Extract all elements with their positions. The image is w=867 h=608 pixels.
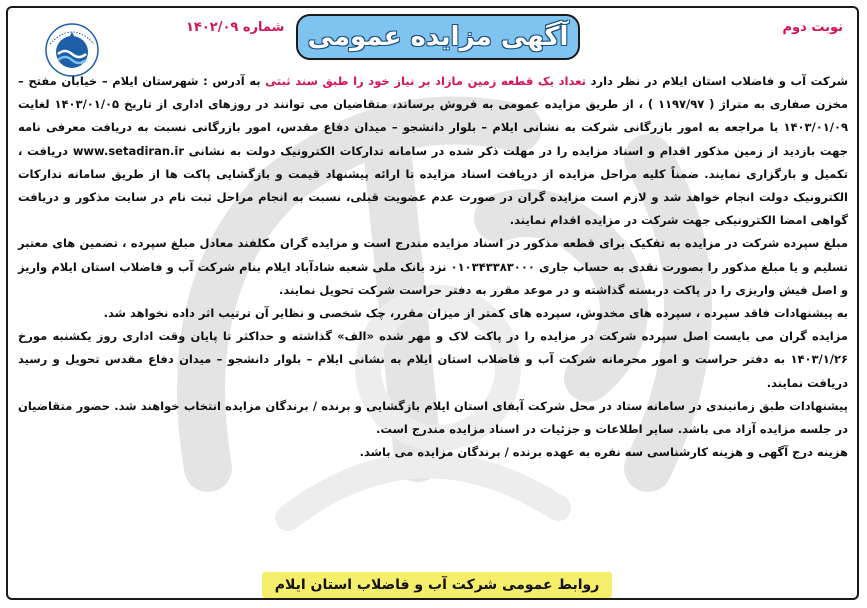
paragraph-4: مزایده گران می بایست اصل سپرده شرکت در مزایده را در پاکت لاک و مهر شده «الف» گذاشته و حداکثر تا پایان وقت اداری روز یکشنبه مورخ ۱۴۰۳/۱/۲۶ به دفتر حراست و امور محرمانه شرکت آب و فاضلاب استان ایلام به نشانی ایلام – بلوار دانشجو – میدان دفاع مقدس تحویل و رسید دریافت نمایند.: [18, 329, 848, 390]
p1-intro: شرکت آب و فاضلاب استان ایلام در نظر دارد: [585, 74, 849, 88]
p1-highlight: تعداد یک قطعه زمین مازاد بر نیاز خود را طبق سند ثبتی: [265, 74, 586, 88]
notice-number: شماره ۱۴۰۲/۰۹: [186, 20, 285, 35]
paragraph-3: به پیشنهادات فاقد سپرده ، سپرده های مخدوش، سپرده های کمتر از میزان مقرر، چک شخصی و نظایر آن ترتیب اثر داده نخواهد شد.: [103, 306, 848, 321]
footer-text: روابط عمومی شرکت آب و فاضلاب استان ایلام: [274, 577, 600, 593]
title-banner: [296, 14, 580, 60]
notice-body: [18, 70, 848, 464]
paragraph-2: مبلغ سپرده شرکت در مزایده به تفکیک برای قطعه مذکور در اسناد مزایده مندرج است و مزایده گران مکلفند معادل مبلغ سپرده ، تضمین های معتبر تسلیم و یا مبلغ مذکور را بصورت نقدی به حساب جاری ۰۱۰۳۴۳۳۸۳۰۰۰ نزد بانک ملی شعبه شادآباد ایلام بنام شرکت آب و فاضلاب استان ایلام واریز و اصل فیش واریزی را در پاکت دربسته گذاشته و در موعد مقرر به دفتر حراست شرکت تحویل نمایند.: [18, 236, 848, 297]
paragraph-1: [18, 70, 848, 232]
p1-details: به آدرس : شهرستان ایلام – خیابان مفتح – مخزن صفاری به متراژ ( ۱۱۹۷/۹۷ ) ، از طریق مزایده عمومی به فروش برساند، متقاضیان می توانند در روزهای اداری از تاریخ ۱۴۰۳/۰۱/۰۵ لغایت ۱۴۰۳/۰۱/۰۹ با مراجعه به امور بازرگانی شرکت به نشانی ایلام – بلوار دانشجو – میدان دفاع مقدس، امور بازرگانی نسبت به دریافت معرفی نامه جهت بازدید از زمین مذکور اقدام و اسناد مزایده را در مهلت ذکر شده در سامانه تدارکات الکترونیک دولت به نشانی www.setadiran.ir دریافت ، تکمیل و بارگزاری نمایند. ضمناً کلیه مراحل مزایده از دریافت اسناد مزایده تا ارائه پیشنهاد قیمت و بازگشایی پاکت ها از طریق سامانه تدارکات الکترونیک دولت انجام خواهد شد و لازم است مزایده گران در صورت عدم عضویت قبلی، نسبت به انجام مراحل ثبت نام در سایت مذکور و دریافت گواهی امضا الکترونیکی جهت شرکت در مزایده اقدام نمایند.: [18, 74, 849, 228]
notice-frame: [6, 6, 859, 600]
paragraph-6: هزینه درج آگهی و هزینه کارشناسی سه نفره به عهده برنده / برندگان مزایده می باشد.: [359, 445, 848, 460]
paragraph-5: پیشنهادات طبق زمانبندی در سامانه ستاد در محل شرکت آبفای استان ایلام بازگشایی و برنده / برندگان مزایده انتخاب خواهند شد. حضور متقاضیان در جلسه مزایده آزاد می باشد. سایر اطلاعات و جزئیات در اسناد مزایده مندرج است.: [18, 398, 848, 437]
footer-banner: [262, 572, 612, 598]
page-title: آگهی مزایده عمومی: [307, 22, 569, 52]
round-label: نوبت دوم: [782, 20, 843, 35]
